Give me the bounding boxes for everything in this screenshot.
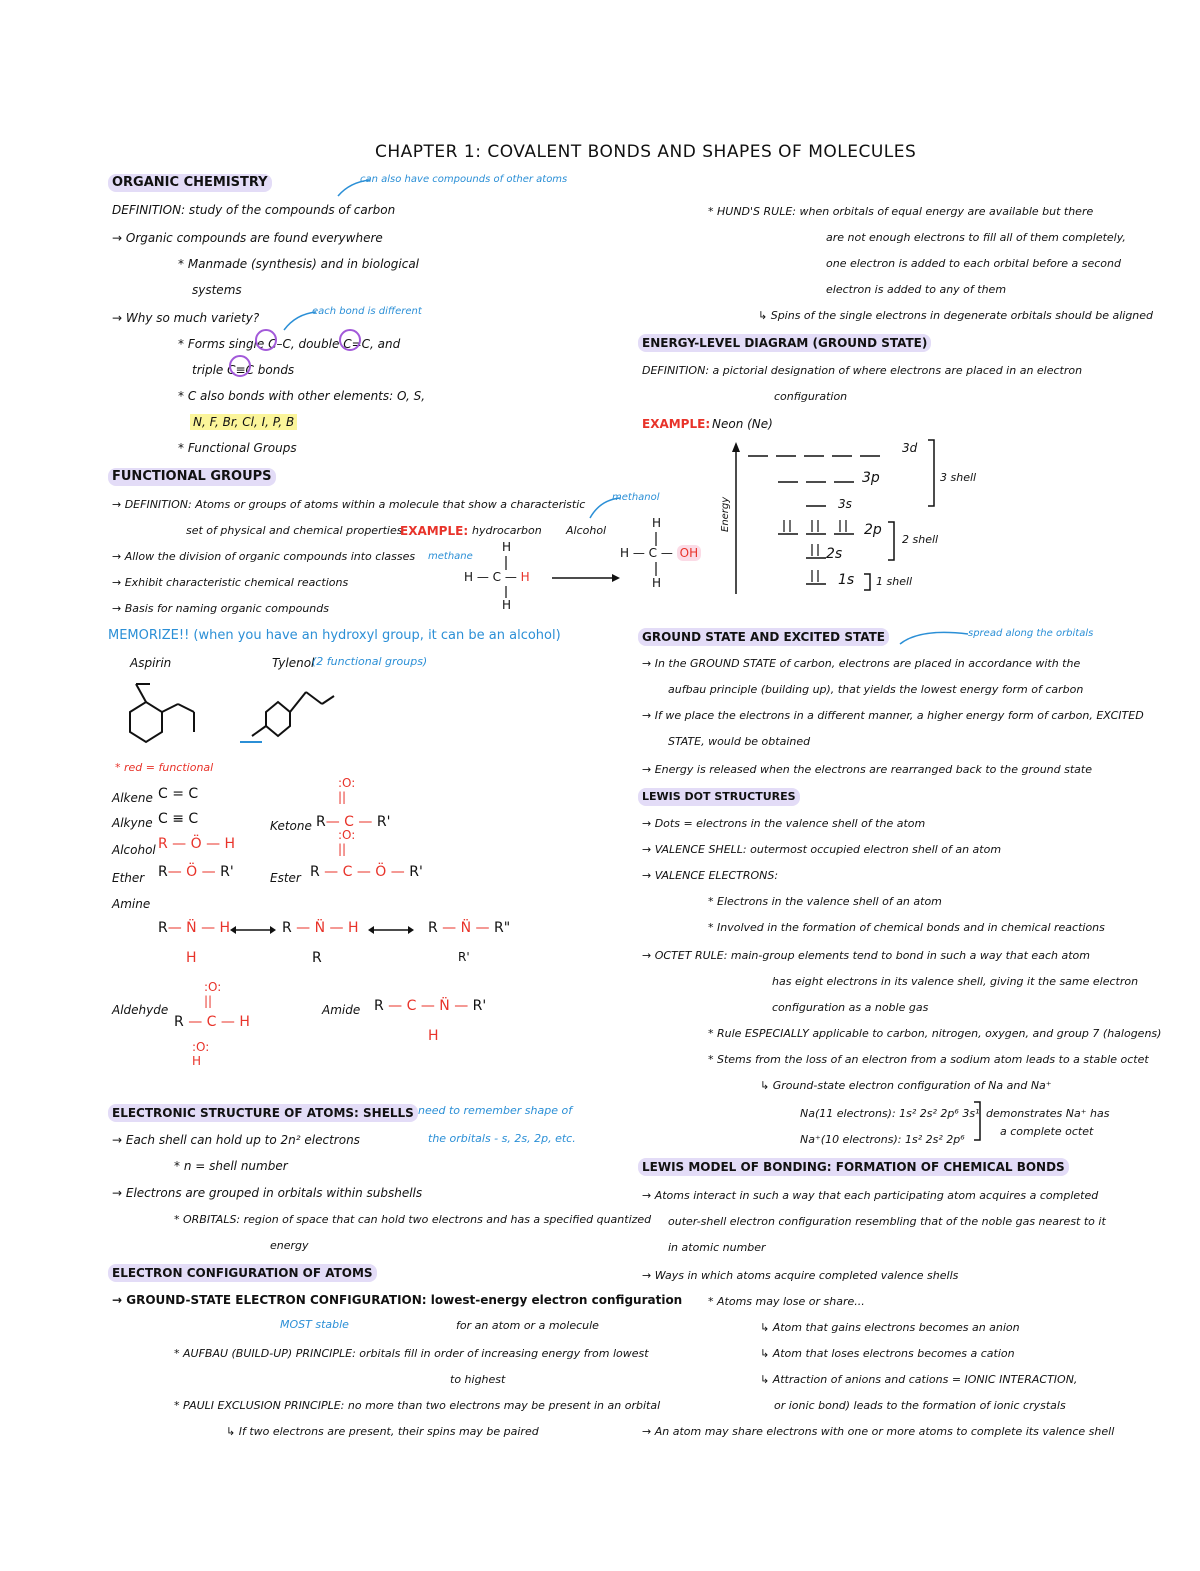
organic-line-3: systems xyxy=(192,283,242,297)
methanol-note: methanol xyxy=(612,492,660,503)
alkene-label: Alkene xyxy=(112,791,153,805)
lmb-line-4: → Ways in which atoms acquire completed valence shells xyxy=(642,1269,959,1282)
es-line-1: → Each shell can hold up to 2n² electrons xyxy=(112,1133,360,1147)
methane-row: H — C — H xyxy=(464,570,530,584)
ketone-oxygen: :O: || xyxy=(338,776,356,804)
lewis-model-heading: LEWIS MODEL OF BONDING: FORMATION OF CHEMICAL BONDS xyxy=(638,1158,1069,1176)
eld-definition-2: configuration xyxy=(774,390,848,403)
example-hydrocarbon: hydrocarbon xyxy=(472,524,542,537)
lmb-line-3: in atomic number xyxy=(668,1241,766,1254)
hunds-line-3: one electron is added to each orbital before a second xyxy=(826,257,1121,270)
organic-note: can also have compounds of other atoms xyxy=(360,174,568,185)
orbital-1s: 1s xyxy=(838,572,855,588)
methane-note: methane xyxy=(428,551,473,562)
carbon-circle-triple xyxy=(230,356,250,376)
ketone-label: Ketone xyxy=(270,819,312,833)
lds-line-5: * Involved in the formation of chemical bonds and in chemical reactions xyxy=(708,921,1105,934)
amide-formula: R — C — N̈ — R' xyxy=(374,998,487,1014)
orbital-3d: 3d xyxy=(902,441,918,455)
na-note-2: a complete octet xyxy=(1000,1125,1094,1138)
lmb-line-1: → Atoms interact in such a way that each participating atom acquires a completed xyxy=(642,1189,1099,1202)
ec-line-1: → GROUND-STATE ELECTRON CONFIGURATION: lowest-energy electron configuration xyxy=(112,1293,683,1307)
shell-2-bracket xyxy=(888,522,894,560)
octet-line-6: ↳ Ground-state electron configuration of Na and Na⁺ xyxy=(760,1079,1052,1092)
organic-line-1: → Organic compounds are found everywhere xyxy=(112,231,383,245)
ground-state-note-curve xyxy=(900,632,968,644)
electron-arrows xyxy=(784,520,846,582)
amine-primary: R— N̈ — H xyxy=(158,920,231,936)
eld-example-label: EXAMPLE: xyxy=(642,417,711,431)
na-bracket xyxy=(974,1102,980,1140)
organic-line-7: * C also bonds with other elements: O, S, xyxy=(178,389,426,403)
organic-line-2: * Manmade (synthesis) and in biological xyxy=(178,257,420,271)
tylenol-bond-2 xyxy=(306,692,322,704)
ec-line-6: ↳ If two electrons are present, their spins may be paired xyxy=(226,1425,539,1438)
orbital-2s: 2s xyxy=(826,546,843,562)
lds-line-1: → Dots = electrons in the valence shell of the atom xyxy=(642,817,926,830)
resonance-arrowhead-2b xyxy=(408,926,414,934)
methanol-h-top: H xyxy=(652,516,662,530)
electron-configuration-heading: ELECTRON CONFIGURATION OF ATOMS xyxy=(108,1264,377,1282)
methanol-row: H — C — OH xyxy=(620,546,701,560)
ester-oxygen: :O: || xyxy=(338,828,356,856)
resonance-arrowhead-1a xyxy=(230,926,236,934)
shell-3-label: 3 shell xyxy=(940,471,977,484)
shell-3-bracket xyxy=(928,440,934,506)
tylenol-note: (2 functional groups) xyxy=(312,655,428,668)
na-ion-configuration: Na⁺(10 electrons): 1s² 2s² 2p⁶ xyxy=(800,1133,965,1146)
octet-line-4: * Rule ESPECIALLY applicable to carbon, nitrogen, oxygen, and group 7 (halogens) xyxy=(708,1027,1162,1040)
gs-line-4: STATE, would be obtained xyxy=(668,735,811,748)
methane-h-bottom: H xyxy=(502,598,512,612)
aspirin-label: Aspirin xyxy=(130,656,172,670)
aspirin-bond-1 xyxy=(136,684,146,702)
amide-h: H xyxy=(428,1028,439,1044)
ec-line-2: for an atom or a molecule xyxy=(456,1319,599,1332)
energy-level-heading: ENERGY-LEVEL DIAGRAM (GROUND STATE) xyxy=(638,334,931,352)
alcohol-formula: R — Ö — H xyxy=(158,836,236,852)
organic-note-curve xyxy=(338,180,370,196)
ether-formula: R— Ö — R' xyxy=(158,864,234,880)
carbon-circle-single xyxy=(256,330,276,350)
aspirin-bond-3 xyxy=(162,704,178,712)
lds-line-4: * Electrons in the valence shell of an atom xyxy=(708,895,942,908)
functional-groups-heading: FUNCTIONAL GROUPS xyxy=(108,468,276,486)
methanol-h-bottom: H xyxy=(652,576,662,590)
organic-line-5: * Forms single C–C, double C=C, and xyxy=(178,337,401,351)
variety-note-curve xyxy=(284,312,316,330)
es-line-4: * ORBITALS: region of space that can hold two electrons and has a specified quantized xyxy=(174,1213,652,1226)
lmb-line-5: * Atoms may lose or share... xyxy=(708,1295,865,1308)
shells-note-1: need to remember shape of xyxy=(418,1104,573,1117)
ec-line-3: * AUFBAU (BUILD-UP) PRINCIPLE: orbitals fill in order of increasing energy from lowest xyxy=(174,1347,649,1360)
fg-line-3: → Allow the division of organic compounds into classes xyxy=(112,550,416,563)
amine-tertiary-r: R' xyxy=(458,950,470,964)
energy-axis-label: Energy xyxy=(720,496,731,532)
hunds-line-2: are not enough electrons to fill all of them completely, xyxy=(826,231,1126,244)
lewis-dot-heading: LEWIS DOT STRUCTURES xyxy=(638,788,800,806)
ec-line-4: to highest xyxy=(450,1373,506,1386)
amine-tertiary: R — N̈ — R" xyxy=(428,920,511,936)
amine-secondary-r: R xyxy=(312,950,322,966)
octet-line-5: * Stems from the loss of an electron from a sodium atom leads to a stable octet xyxy=(708,1053,1149,1066)
tylenol-bond-3 xyxy=(322,696,334,704)
na-note-1: demonstrates Na⁺ has xyxy=(986,1107,1110,1120)
lmb-line-8: ↳ Attraction of anions and cations = IONIC INTERACTION, xyxy=(760,1373,1078,1386)
hunds-line-5: ↳ Spins of the single electrons in degenerate orbitals should be aligned xyxy=(758,309,1154,322)
hunds-line-4: electron is added to any of them xyxy=(826,283,1007,296)
ester-label: Ester xyxy=(270,871,301,885)
red-functional-note: * red = functional xyxy=(115,761,214,774)
organic-definition: DEFINITION: study of the compounds of carbon xyxy=(112,203,396,217)
organic-line-4: → Why so much variety? xyxy=(112,311,260,325)
organic-chemistry-heading: ORGANIC CHEMISTRY xyxy=(108,174,272,192)
octet-line-1: → OCTET RULE: main-group elements tend to bond in such a way that each atom xyxy=(642,949,1090,962)
lds-line-2: → VALENCE SHELL: outermost occupied electron shell of an atom xyxy=(642,843,1002,856)
ketone-formula: R— C — R' xyxy=(316,814,391,830)
octet-line-3: configuration as a noble gas xyxy=(772,1001,929,1014)
reaction-arrowhead xyxy=(612,574,620,582)
eld-example-value: Neon (Ne) xyxy=(712,417,773,431)
alcohol-label: Alcohol xyxy=(112,843,156,857)
aldehyde-oxygen: :O: || xyxy=(204,980,222,1008)
hunds-line-1: * HUND'S RULE: when orbitals of equal energy are available but there xyxy=(708,205,1094,218)
fg-line-5: → Basis for naming organic compounds xyxy=(112,602,329,615)
amine-primary-h: H xyxy=(186,950,197,966)
lmb-line-9: or ionic bond) leads to the formation of ionic crystals xyxy=(774,1399,1066,1412)
shells-note-2: the orbitals - s, 2s, 2p, etc. xyxy=(428,1132,576,1145)
gs-line-1: → In the GROUND STATE of carbon, electrons are placed in accordance with the xyxy=(642,657,1081,670)
lmb-line-7: ↳ Atom that loses electrons becomes a cation xyxy=(760,1347,1015,1360)
amine-label: Amine xyxy=(112,897,151,911)
aspirin-bond-4 xyxy=(178,704,194,712)
ec-most-stable: MOST stable xyxy=(280,1318,349,1331)
energy-axis-arrowhead xyxy=(732,442,740,452)
organic-line-9: * Functional Groups xyxy=(178,441,297,455)
methanol-note-curve xyxy=(590,498,620,518)
aldehyde-label: Aldehyde xyxy=(112,1003,169,1017)
example-label: EXAMPLE: xyxy=(400,524,469,538)
gs-line-2: aufbau principle (building up), that yields the lowest energy form of carbon xyxy=(668,683,1084,696)
carbon-circle-double xyxy=(340,330,360,350)
ec-line-5: * PAULI EXCLUSION PRINCIPLE: no more than two electrons may be present in an orbital xyxy=(174,1399,661,1412)
es-line-2: * n = shell number xyxy=(174,1159,288,1173)
lmb-line-10: → An atom may share electrons with one or more atoms to complete its valence shell xyxy=(642,1425,1115,1438)
fg-line-1: → DEFINITION: Atoms or groups of atoms within a molecule that show a characteristic xyxy=(112,498,586,511)
lmb-line-6: ↳ Atom that gains electrons becomes an anion xyxy=(760,1321,1020,1334)
amide-label: Amide xyxy=(322,1003,361,1017)
page-title: CHAPTER 1: COVALENT BONDS AND SHAPES OF MOLECULES xyxy=(375,142,917,162)
amine-secondary: R — N̈ — H xyxy=(282,920,359,936)
memorize-note: MEMORIZE!! (when you have an hydroxyl group, it can be an alcohol) xyxy=(108,628,561,643)
methane-h-top: H xyxy=(502,540,512,554)
lmb-line-2: outer-shell electron configuration resembling that of the noble gas nearest to it xyxy=(668,1215,1106,1228)
alkene-formula: C = C xyxy=(158,786,199,802)
alkyne-label: Alkyne xyxy=(112,816,153,830)
orbital-3p: 3p xyxy=(862,470,880,486)
shell-1-label: 1 shell xyxy=(876,575,913,588)
orbital-3s: 3s xyxy=(838,497,852,511)
ground-state-note: spread along the orbitals xyxy=(968,628,1094,639)
fg-line-2: set of physical and chemical properties xyxy=(186,524,403,537)
eld-definition: DEFINITION: a pictorial designation of where electrons are placed in an electron xyxy=(642,364,1083,377)
octet-line-2: has eight electrons in its valence shell, giving it the same electron xyxy=(772,975,1139,988)
ground-state-heading: GROUND STATE AND EXCITED STATE xyxy=(638,628,889,646)
es-line-5: energy xyxy=(270,1239,309,1252)
aldehyde-oxygen-2: :O: H xyxy=(192,1040,210,1068)
ether-label: Ether xyxy=(112,871,145,885)
na-configuration: Na(11 electrons): 1s² 2s² 2p⁶ 3s¹ xyxy=(800,1107,980,1120)
electronic-structure-heading: ELECTRONIC STRUCTURE OF ATOMS: SHELLS xyxy=(108,1104,418,1122)
aldehyde-formula: R — C — H xyxy=(174,1014,250,1030)
resonance-arrowhead-2a xyxy=(368,926,374,934)
example-alcohol: Alcohol xyxy=(566,524,607,537)
aspirin-ring xyxy=(130,702,162,742)
es-line-3: → Electrons are grouped in orbitals within subshells xyxy=(112,1186,423,1200)
ester-formula: R — C — Ö — R' xyxy=(310,864,423,880)
tylenol-label: Tylenol xyxy=(272,656,315,670)
shell-1-bracket xyxy=(864,574,870,590)
organic-line-6: triple C≡C bonds xyxy=(192,363,295,377)
orbital-2p: 2p xyxy=(864,522,882,538)
shell-2-label: 2 shell xyxy=(902,533,939,546)
gs-line-5: → Energy is released when the electrons are rearranged back to the ground state xyxy=(642,763,1092,776)
organic-line-8: N, F, Br, Cl, I, P, B xyxy=(190,414,297,430)
tylenol-ring xyxy=(266,702,290,736)
gs-line-3: → If we place the electrons in a different manner, a higher energy form of carbon, EXCITED xyxy=(642,709,1144,722)
tylenol-bond-4 xyxy=(252,726,266,736)
tylenol-bond-1 xyxy=(290,692,306,712)
lds-line-3: → VALENCE ELECTRONS: xyxy=(642,869,779,882)
variety-note: each bond is different xyxy=(312,306,422,317)
alkyne-formula: C ≡ C xyxy=(158,811,199,827)
resonance-arrowhead-1b xyxy=(270,926,276,934)
fg-line-4: → Exhibit characteristic chemical reactions xyxy=(112,576,349,589)
